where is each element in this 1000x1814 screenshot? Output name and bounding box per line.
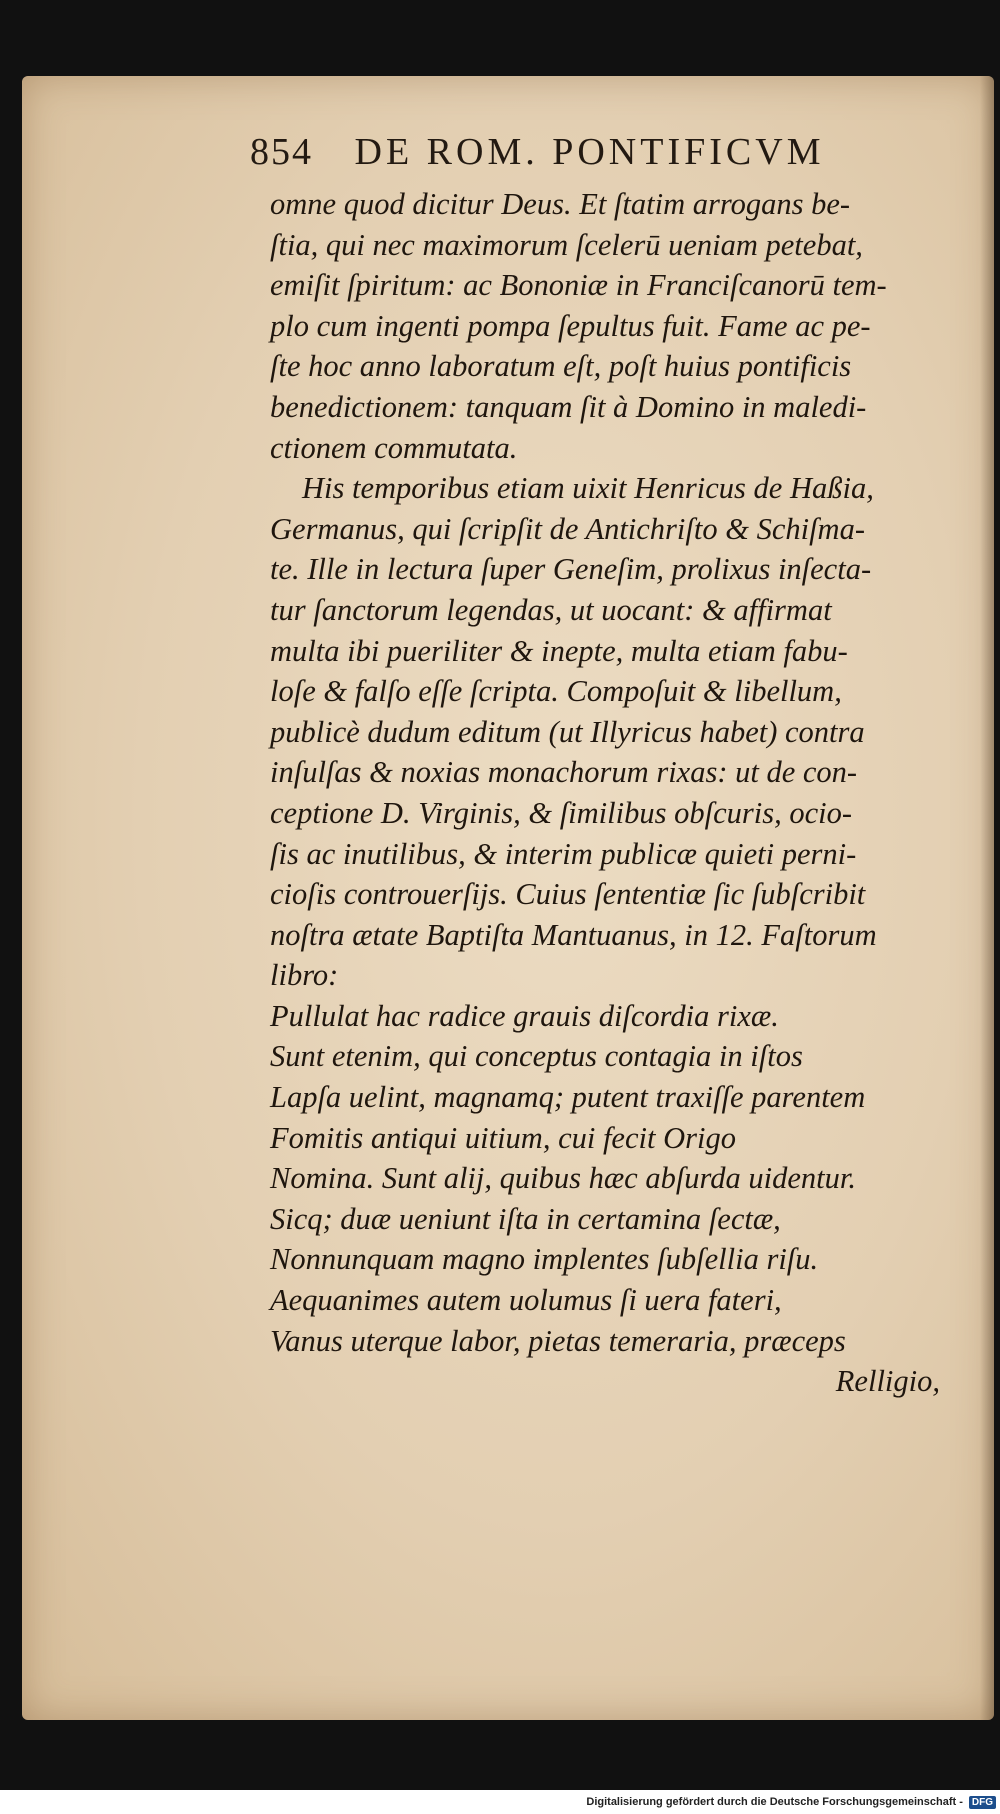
verse-line: Lapſa uelint, magnamq; putent traxiſſe parentem [270, 1080, 866, 1115]
verse-line: Aequanimes autem uolumus ſi uera fateri, [270, 1283, 782, 1318]
text-line: inſulſas & noxias monachorum rixas: ut de con- [270, 755, 858, 790]
dfg-logo: DFG [969, 1796, 996, 1809]
text-line: ſis ac inutilibus, & interim publicæ quieti perni- [270, 836, 857, 871]
text-line: loſe & falſo eſſe ſcripta. Compoſuit & libellum, [270, 674, 842, 709]
verse-line: Vanus uterque labor, pietas temeraria, præceps [270, 1323, 846, 1358]
verse-line: Sicq; duæ ueniunt iſta in certamina ſectæ, [270, 1201, 781, 1236]
text-line: emiſit ſpiritum: ac Bononiæ in Franciſcanorū tem- [270, 268, 887, 303]
verse-line: Nomina. Sunt alij, quibus hæc abſurda uidentur. [270, 1161, 857, 1196]
text-line: ctionem commutata. [270, 430, 518, 465]
body-text [270, 184, 946, 1402]
paragraph-start-line: His temporibus etiam uixit Henricus de Haßia, [302, 471, 874, 506]
verse-line: Sunt etenim, qui conceptus contagia in iſtos [270, 1039, 803, 1074]
text-line: tur ſanctorum legendas, ut uocant: & affirmat [270, 592, 832, 627]
text-line: ſtia, qui nec maximorum ſcelerū ueniam petebat, [270, 227, 863, 262]
text-line: benedictionem: tanquam ſit à Domino in maledi- [270, 389, 867, 424]
text-line: te. Ille in lectura ſuper Geneſim, prolixus inſecta- [270, 552, 872, 587]
running-title: DE ROM. PONTIFICVM [354, 131, 825, 173]
page-header [250, 130, 950, 182]
text-line: noſtra ætate Baptiſta Mantuanus, in 12. Faſtorum [270, 917, 877, 952]
text-line: cioſis controuerſijs. Cuius ſententiæ ſic ſubſcribit [270, 877, 866, 912]
text-line: multa ibi pueriliter & inepte, multa etiam fabu- [270, 633, 848, 668]
text-line: publicè dudum editum (ut Illyricus habet) contra [270, 714, 865, 749]
verse-line: Nonnunquam magno implentes ſubſellia riſu. [270, 1242, 819, 1277]
verse-line: Pullulat hac radice grauis diſcordia rixæ. [270, 998, 779, 1033]
catchword: Relligio, [835, 1364, 940, 1399]
text-line: libro: [270, 958, 339, 993]
text-line: Germanus, qui ſcripſit de Antichriſto & Schiſma- [270, 511, 865, 546]
text-line: ſte hoc anno laboratum eſt, poſt huius pontificis [270, 349, 852, 384]
text-line: ceptione D. Virginis, & ſimilibus obſcuris, ocio- [270, 795, 852, 830]
digitization-credit: Digitalisierung gefördert durch die Deutsche Forschungsgemeinschaft - [586, 1796, 963, 1808]
text-line: omne quod dicitur Deus. Et ſtatim arrogans be- [270, 187, 851, 221]
verse-line: Fomitis antiqui uitium, cui fecit Origo [270, 1120, 736, 1155]
digitization-footer [0, 1790, 1000, 1814]
text-line: plo cum ingenti pompa ſepultus fuit. Fame ac pe- [270, 308, 871, 343]
page-number: 854 [250, 131, 313, 173]
